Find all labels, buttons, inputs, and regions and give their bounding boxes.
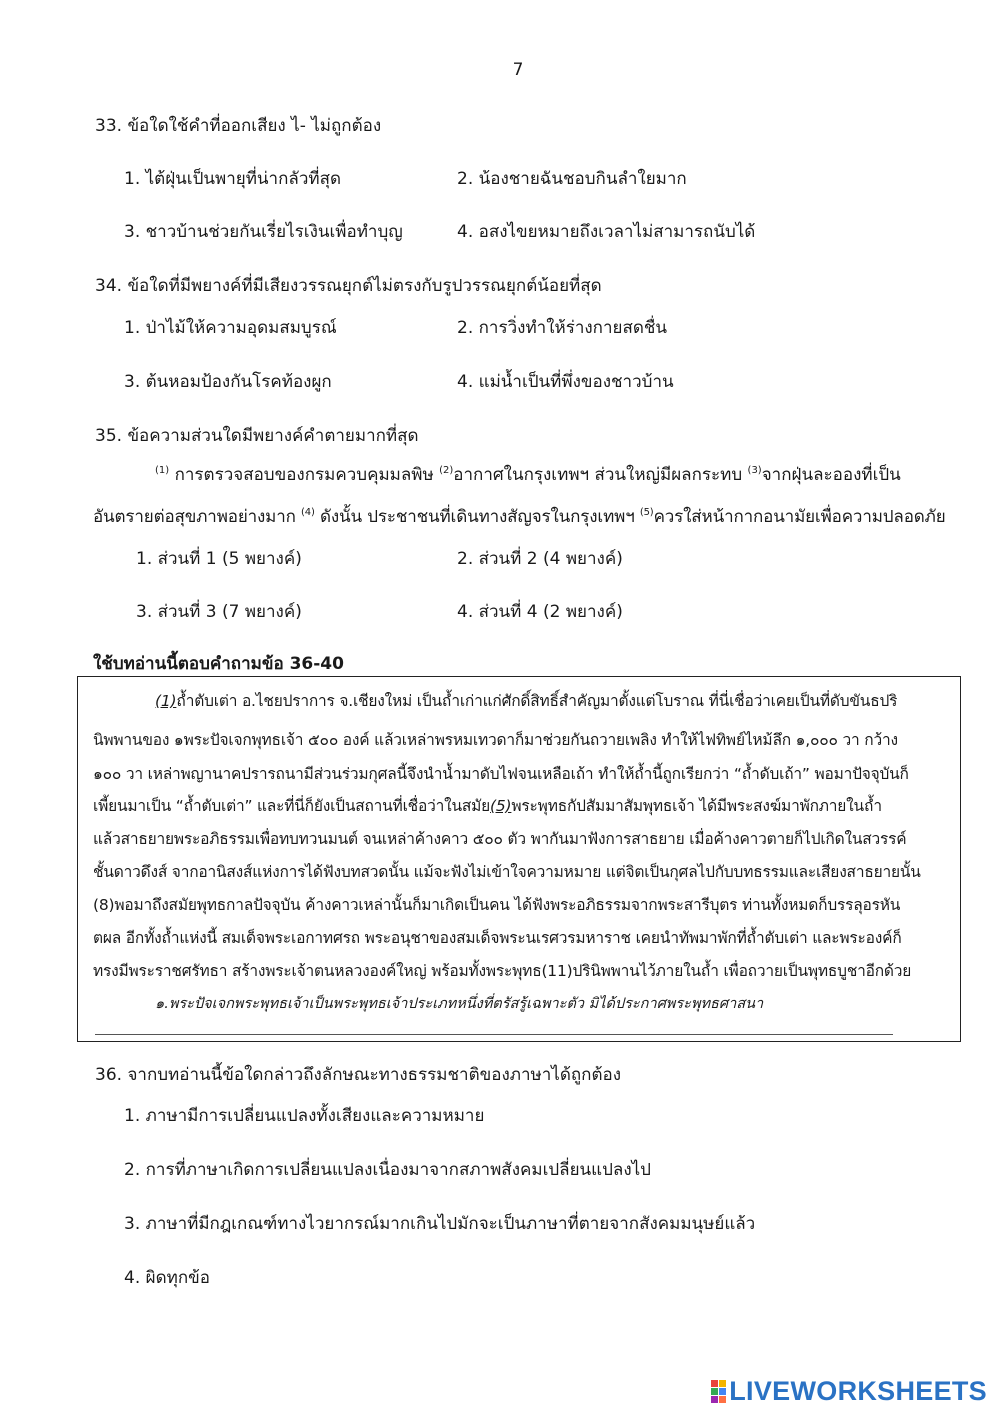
q36-option-3[interactable]: 3. ภาษาที่มีกฎเกณฑ์ทางไวยากรณ์มากเกินไปมักจะเป็นภาษาที่ตายจากสังคมมนุษย์แล้ว	[124, 1214, 756, 1234]
passage-line-2: นิพพานของ ๑พระปัจเจกพุทธเจ้า ๕๐๐ องค์ แล้วเหล่าพรหมเทวดาก็มาช่วยกันถวายเพลิง ทำให้ไฟทิพย์ไหม้ลึก ๑,๐๐๐ วา กว้าง	[93, 731, 898, 749]
liveworksheets-logo[interactable]	[711, 1376, 987, 1407]
q35-option-3[interactable]: 3. ส่วนที่ 3 (7 พยางค์)	[136, 602, 302, 622]
passage-line-1	[155, 688, 897, 713]
q34-option-2[interactable]: 2. การวิ่งทำให้ร่างกายสดชื่น	[457, 318, 668, 338]
passage-line-7: (8)พอมาถึงสมัยพุทธกาลปัจจุบัน ค้างคาวเหล่านั้นก็มาเกิดเป็นคน ได้ฟังพระอภิธรรมจากพระสารีบุตร ท่านทั้งหมดก็บรรลุอรหัน	[93, 896, 901, 914]
q36-option-4[interactable]: 4. ผิดทุกข้อ	[124, 1268, 210, 1288]
passage-line-3: ๑๐๐ วา เหล่าพญานาคปรารถนามีส่วนร่วมกุศลนี้จึงนำน้ำมาดับไฟจนเหลือเถ้า ทำให้ถ้ำนี้ถูกเรียกว่า “ถ้ำดับเถ้า” พอมาปัจจุบันก็	[93, 765, 909, 783]
q36-option-1[interactable]: 1. ภาษามีการเปลี่ยนแปลงทั้งเสียงและความหมาย	[124, 1106, 485, 1126]
passage-line-4	[93, 793, 882, 818]
q33-option-4[interactable]: 4. อสงไขยหมายถึงเวลาไม่สามารถนับได้	[457, 222, 756, 242]
q33-option-3[interactable]: 3. ชาวบ้านช่วยกันเรี่ยไรเงินเพื่อทำบุญ	[124, 222, 403, 242]
q33-option-2[interactable]: 2. น้องชายฉันชอบกินลำใยมาก	[457, 169, 687, 189]
question-35: 35. ข้อความส่วนใดมีพยางค์คำตายมากที่สุด	[95, 426, 419, 446]
q34-option-3[interactable]: 3. ต้นหอมป้องกันโรคท้องผูก	[124, 372, 332, 392]
ref-mark-3: (3)	[747, 465, 762, 476]
passage-line-4b: พระพุทธกัปสัมมาสัมพุทธเจ้า ได้มีพระสงฆ์มาพักภายในถ้ำ	[511, 797, 882, 815]
passage-line-9: ทรงมีพระราชศรัทธา สร้างพระเจ้าตนหลวงองค์ใหญ่ พร้อมทั้งพระพุทธ(11)ปรินิพพานไว้ภายในถ้ำ เพื่อถวายเป็นพุทธบูชาอีกด้วย	[93, 962, 912, 980]
ref-mark-1: (1)	[155, 465, 170, 476]
logo-blocks-icon	[711, 1380, 726, 1403]
logo-block	[711, 1380, 718, 1387]
q35-part-5: ดังนั้น ประชาชนที่เดินทางสัญจรในกรุงเทพฯ	[314, 507, 640, 527]
q35-option-2[interactable]: 2. ส่วนที่ 2 (4 พยางค์)	[457, 549, 623, 569]
logo-block	[719, 1380, 726, 1387]
q34-option-1[interactable]: 1. ป่าไม้ให้ความอุดมสมบูรณ์	[124, 318, 337, 338]
ref-mark-4: (4)	[301, 507, 315, 518]
ref-mark-2: (2)	[439, 465, 454, 476]
question-33: 33. ข้อใดใช้คำที่ออกเสียง ไ- ไม่ถูกต้อง	[95, 116, 382, 136]
footnote: ๑.พระปัจเจกพระพุทธเจ้าเป็นพระพุทธเจ้าประเภทหนึ่งที่ตรัสรู้เฉพาะตัว มิได้ประกาศพระพุทธศาสนา	[155, 996, 764, 1012]
passage-line-1-text: ถ้ำตับเต่า อ.ไชยปราการ จ.เชียงใหม่ เป็นถ้ำเก่าแก่ศักดิ์สิทธิ์สำคัญมาตั้งแต่โบราณ ที่นี่เชื่อว่าเคยเป็นที่ดับขันธปริ	[176, 692, 898, 710]
q35-part-6: ควรใส่หน้ากากอนามัยเพื่อความปลอดภัย	[653, 507, 946, 527]
question-34: 34. ข้อใดที่มีพยางค์ที่มีเสียงวรรณยุกต์ไม่ตรงกับรูปวรรณยุกต์น้อยที่สุด	[95, 276, 602, 296]
q35-part-2: อากาศในกรุงเทพฯ ส่วนใหญ่มีผลกระทบ	[453, 465, 748, 485]
logo-block	[719, 1396, 726, 1403]
q35-passage-line-1	[155, 461, 901, 488]
q34-option-4[interactable]: 4. แม่น้ำเป็นที่พึ่งของชาวบ้าน	[457, 372, 674, 392]
passage-mark-5: (5)	[490, 797, 512, 815]
passage-line-8: ตผล อีกทั้งถ้ำแห่งนี้ สมเด็จพระเอกาทศรถ พระอนุชาของสมเด็จพระนเรศวรมหาราช เคยนำทัพมาพักที่ถ้ำตับเต่า และพระองค์ก็	[93, 929, 902, 947]
logo-block	[711, 1388, 718, 1395]
q35-passage-line-2	[93, 503, 946, 530]
page-number: 7	[512, 60, 524, 80]
q36-option-2[interactable]: 2. การที่ภาษาเกิดการเปลี่ยนแปลงเนื่องมาจากสภาพสังคมเปลี่ยนแปลงไป	[124, 1160, 651, 1180]
q35-part-3: จากฝุ่นละอองที่เป็น	[761, 465, 901, 485]
passage-line-6: ชั้นดาวดึงส์ จากอานิสงส์แห่งการได้ฟังบทสวดนั้น แม้จะฟังไม่เข้าใจความหมาย แต่จิตเป็นกุศลไปกับบทธรรมและเสียงสาธยายนั้น	[93, 863, 921, 881]
q33-option-1[interactable]: 1. ไต้ฝุ่นเป็นพายุที่น่ากลัวที่สุด	[124, 169, 341, 189]
logo-block	[719, 1388, 726, 1395]
logo-text: LIVEWORKSHEETS	[729, 1376, 987, 1406]
footnote-rule	[95, 1034, 893, 1035]
q35-part-4: อันตรายต่อสุขภาพอย่างมาก	[93, 507, 302, 527]
section-title: ใช้บทอ่านนี้ตอบคำถามข้อ 36-40	[93, 654, 344, 674]
q35-part-1: การตรวจสอบของกรมควบคุมมลพิษ	[169, 465, 440, 485]
passage-line-4a: เพี้ยนมาเป็น “ถ้ำตับเต่า” และที่นี่ก็ยังเป็นสถานที่เชื่อว่าในสมัย	[93, 797, 491, 815]
question-36: 36. จากบทอ่านนี้ข้อใดกล่าวถึงลักษณะทางธรรมชาติของภาษาได้ถูกต้อง	[95, 1065, 622, 1085]
q35-option-1[interactable]: 1. ส่วนที่ 1 (5 พยางค์)	[136, 549, 302, 569]
logo-block	[711, 1396, 718, 1403]
passage-mark-1: (1)	[155, 692, 177, 710]
q35-option-4[interactable]: 4. ส่วนที่ 4 (2 พยางค์)	[457, 602, 623, 622]
passage-line-5: แล้วสาธยายพระอภิธรรมเพื่อทบทวนมนต์ จนเหล่าค้างคาว ๕๐๐ ตัว พากันมาฟังการสาธยาย เมื่อค้างคาวตายก็ไปเกิดในสวรรค์	[93, 830, 907, 848]
ref-mark-5: (5)	[639, 507, 654, 518]
